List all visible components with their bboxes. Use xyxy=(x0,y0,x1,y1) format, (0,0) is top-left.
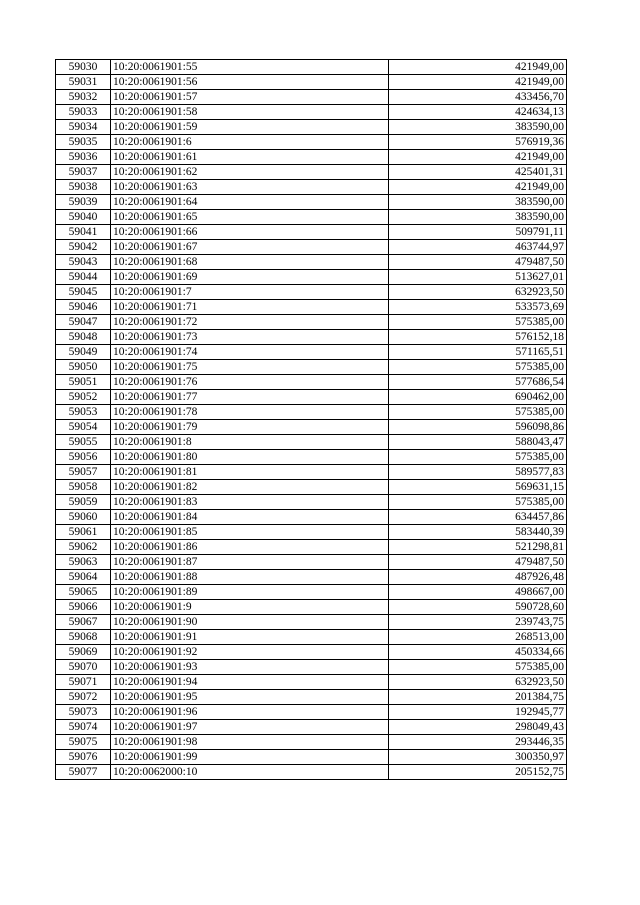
row-number-cell: 59041 xyxy=(56,225,111,240)
row-number-cell: 59043 xyxy=(56,255,111,270)
row-number-cell: 59073 xyxy=(56,705,111,720)
cadastral-number-cell: 10:20:0061901:58 xyxy=(111,105,389,120)
table-row xyxy=(56,150,567,165)
table-row xyxy=(56,615,567,630)
cadastral-number-cell: 10:20:0061901:6 xyxy=(111,135,389,150)
cadastral-value-cell: 575385,00 xyxy=(389,405,567,420)
cadastral-value-cell: 421949,00 xyxy=(389,150,567,165)
row-number-cell: 59032 xyxy=(56,90,111,105)
row-number-cell: 59035 xyxy=(56,135,111,150)
table-row xyxy=(56,60,567,75)
table-row xyxy=(56,165,567,180)
cadastral-number-cell: 10:20:0061901:86 xyxy=(111,540,389,555)
cadastral-number-cell: 10:20:0061901:93 xyxy=(111,660,389,675)
cadastral-number-cell: 10:20:0061901:68 xyxy=(111,255,389,270)
cadastral-number-cell: 10:20:0061901:59 xyxy=(111,120,389,135)
cadastral-number-cell: 10:20:0061901:99 xyxy=(111,750,389,765)
cadastral-value-cell: 575385,00 xyxy=(389,660,567,675)
cadastral-number-cell: 10:20:0061901:63 xyxy=(111,180,389,195)
cadastral-value-table xyxy=(55,59,567,780)
table-row xyxy=(56,570,567,585)
table-row xyxy=(56,120,567,135)
cadastral-number-cell: 10:20:0061901:78 xyxy=(111,405,389,420)
cadastral-number-cell: 10:20:0061901:65 xyxy=(111,210,389,225)
row-number-cell: 59058 xyxy=(56,480,111,495)
cadastral-number-cell: 10:20:0061901:7 xyxy=(111,285,389,300)
row-number-cell: 59031 xyxy=(56,75,111,90)
table-row xyxy=(56,480,567,495)
cadastral-number-cell: 10:20:0061901:73 xyxy=(111,330,389,345)
table-row xyxy=(56,240,567,255)
table-row xyxy=(56,765,567,780)
row-number-cell: 59057 xyxy=(56,465,111,480)
row-number-cell: 59045 xyxy=(56,285,111,300)
table-row xyxy=(56,180,567,195)
table-row xyxy=(56,300,567,315)
table-row xyxy=(56,345,567,360)
cadastral-number-cell: 10:20:0061901:84 xyxy=(111,510,389,525)
cadastral-value-cell: 487926,48 xyxy=(389,570,567,585)
cadastral-value-cell: 596098,86 xyxy=(389,420,567,435)
table-row xyxy=(56,525,567,540)
cadastral-value-cell: 383590,00 xyxy=(389,120,567,135)
cadastral-number-cell: 10:20:0061901:8 xyxy=(111,435,389,450)
cadastral-value-cell: 690462,00 xyxy=(389,390,567,405)
cadastral-number-cell: 10:20:0061901:95 xyxy=(111,690,389,705)
table-row xyxy=(56,405,567,420)
row-number-cell: 59066 xyxy=(56,600,111,615)
cadastral-value-cell: 590728,60 xyxy=(389,600,567,615)
table-row xyxy=(56,585,567,600)
table-row xyxy=(56,465,567,480)
cadastral-value-cell: 576919,36 xyxy=(389,135,567,150)
cadastral-value-cell: 268513,00 xyxy=(389,630,567,645)
cadastral-number-cell: 10:20:0061901:57 xyxy=(111,90,389,105)
cadastral-value-cell: 479487,50 xyxy=(389,555,567,570)
table-row xyxy=(56,285,567,300)
cadastral-value-cell: 424634,13 xyxy=(389,105,567,120)
row-number-cell: 59062 xyxy=(56,540,111,555)
row-number-cell: 59046 xyxy=(56,300,111,315)
cadastral-value-cell: 589577,83 xyxy=(389,465,567,480)
table-row xyxy=(56,600,567,615)
cadastral-number-cell: 10:20:0061901:80 xyxy=(111,450,389,465)
row-number-cell: 59039 xyxy=(56,195,111,210)
cadastral-number-cell: 10:20:0061901:96 xyxy=(111,705,389,720)
cadastral-number-cell: 10:20:0061901:76 xyxy=(111,375,389,390)
table-row xyxy=(56,555,567,570)
row-number-cell: 59074 xyxy=(56,720,111,735)
row-number-cell: 59034 xyxy=(56,120,111,135)
cadastral-number-cell: 10:20:0061901:55 xyxy=(111,60,389,75)
table-row xyxy=(56,450,567,465)
cadastral-value-cell: 298049,43 xyxy=(389,720,567,735)
cadastral-number-cell: 10:20:0061901:61 xyxy=(111,150,389,165)
table-row xyxy=(56,90,567,105)
table-row xyxy=(56,375,567,390)
table-row xyxy=(56,675,567,690)
table-row xyxy=(56,705,567,720)
row-number-cell: 59061 xyxy=(56,525,111,540)
cadastral-value-cell: 513627,01 xyxy=(389,270,567,285)
row-number-cell: 59068 xyxy=(56,630,111,645)
row-number-cell: 59077 xyxy=(56,765,111,780)
cadastral-number-cell: 10:20:0061901:90 xyxy=(111,615,389,630)
table-row xyxy=(56,255,567,270)
cadastral-value-cell: 201384,75 xyxy=(389,690,567,705)
cadastral-number-cell: 10:20:0061901:66 xyxy=(111,225,389,240)
row-number-cell: 59044 xyxy=(56,270,111,285)
row-number-cell: 59055 xyxy=(56,435,111,450)
cadastral-value-cell: 300350,97 xyxy=(389,750,567,765)
cadastral-value-cell: 239743,75 xyxy=(389,615,567,630)
row-number-cell: 59050 xyxy=(56,360,111,375)
cadastral-value-cell: 425401,31 xyxy=(389,165,567,180)
cadastral-value-cell: 575385,00 xyxy=(389,495,567,510)
row-number-cell: 59070 xyxy=(56,660,111,675)
row-number-cell: 59051 xyxy=(56,375,111,390)
table-row xyxy=(56,735,567,750)
cadastral-number-cell: 10:20:0061901:77 xyxy=(111,390,389,405)
cadastral-number-cell: 10:20:0061901:92 xyxy=(111,645,389,660)
cadastral-value-cell: 421949,00 xyxy=(389,60,567,75)
cadastral-number-cell: 10:20:0061901:72 xyxy=(111,315,389,330)
cadastral-value-cell: 463744,97 xyxy=(389,240,567,255)
cadastral-number-cell: 10:20:0061901:89 xyxy=(111,585,389,600)
cadastral-value-cell: 571165,51 xyxy=(389,345,567,360)
table-row xyxy=(56,390,567,405)
cadastral-number-cell: 10:20:0061901:64 xyxy=(111,195,389,210)
table-row xyxy=(56,135,567,150)
cadastral-value-cell: 576152,18 xyxy=(389,330,567,345)
table-row xyxy=(56,420,567,435)
table-row xyxy=(56,360,567,375)
table-row xyxy=(56,330,567,345)
table-row xyxy=(56,105,567,120)
cadastral-value-cell: 575385,00 xyxy=(389,360,567,375)
cadastral-number-cell: 10:20:0061901:62 xyxy=(111,165,389,180)
row-number-cell: 59053 xyxy=(56,405,111,420)
cadastral-value-cell: 509791,11 xyxy=(389,225,567,240)
cadastral-value-cell: 498667,00 xyxy=(389,585,567,600)
table-row xyxy=(56,210,567,225)
row-number-cell: 59071 xyxy=(56,675,111,690)
cadastral-value-cell: 383590,00 xyxy=(389,195,567,210)
cadastral-value-cell: 205152,75 xyxy=(389,765,567,780)
cadastral-value-cell: 479487,50 xyxy=(389,255,567,270)
row-number-cell: 59038 xyxy=(56,180,111,195)
table-row xyxy=(56,660,567,675)
row-number-cell: 59048 xyxy=(56,330,111,345)
row-number-cell: 59030 xyxy=(56,60,111,75)
table-row xyxy=(56,495,567,510)
row-number-cell: 59076 xyxy=(56,750,111,765)
cadastral-value-cell: 577686,54 xyxy=(389,375,567,390)
row-number-cell: 59040 xyxy=(56,210,111,225)
cadastral-number-cell: 10:20:0061901:85 xyxy=(111,525,389,540)
cadastral-number-cell: 10:20:0061901:82 xyxy=(111,480,389,495)
cadastral-number-cell: 10:20:0061901:94 xyxy=(111,675,389,690)
row-number-cell: 59054 xyxy=(56,420,111,435)
table-row xyxy=(56,630,567,645)
cadastral-number-cell: 10:20:0062000:10 xyxy=(111,765,389,780)
table-row xyxy=(56,540,567,555)
cadastral-number-cell: 10:20:0061901:97 xyxy=(111,720,389,735)
row-number-cell: 59069 xyxy=(56,645,111,660)
table-row xyxy=(56,750,567,765)
cadastral-value-cell: 575385,00 xyxy=(389,315,567,330)
cadastral-value-cell: 421949,00 xyxy=(389,75,567,90)
cadastral-value-cell: 569631,15 xyxy=(389,480,567,495)
row-number-cell: 59042 xyxy=(56,240,111,255)
cadastral-value-cell: 533573,69 xyxy=(389,300,567,315)
table-body xyxy=(56,60,567,780)
row-number-cell: 59064 xyxy=(56,570,111,585)
row-number-cell: 59036 xyxy=(56,150,111,165)
cadastral-value-cell: 421949,00 xyxy=(389,180,567,195)
cadastral-value-cell: 433456,70 xyxy=(389,90,567,105)
cadastral-number-cell: 10:20:0061901:88 xyxy=(111,570,389,585)
table-row xyxy=(56,75,567,90)
cadastral-value-cell: 632923,50 xyxy=(389,285,567,300)
cadastral-value-cell: 383590,00 xyxy=(389,210,567,225)
cadastral-value-cell: 192945,77 xyxy=(389,705,567,720)
cadastral-value-cell: 293446,35 xyxy=(389,735,567,750)
cadastral-value-cell: 575385,00 xyxy=(389,450,567,465)
row-number-cell: 59052 xyxy=(56,390,111,405)
cadastral-number-cell: 10:20:0061901:87 xyxy=(111,555,389,570)
cadastral-value-cell: 583440,39 xyxy=(389,525,567,540)
table-row xyxy=(56,720,567,735)
cadastral-value-cell: 632923,50 xyxy=(389,675,567,690)
row-number-cell: 59075 xyxy=(56,735,111,750)
cadastral-number-cell: 10:20:0061901:83 xyxy=(111,495,389,510)
table-row xyxy=(56,510,567,525)
cadastral-value-cell: 634457,86 xyxy=(389,510,567,525)
cadastral-number-cell: 10:20:0061901:74 xyxy=(111,345,389,360)
cadastral-number-cell: 10:20:0061901:81 xyxy=(111,465,389,480)
cadastral-number-cell: 10:20:0061901:98 xyxy=(111,735,389,750)
table-row xyxy=(56,225,567,240)
table-row xyxy=(56,195,567,210)
row-number-cell: 59049 xyxy=(56,345,111,360)
table-row xyxy=(56,690,567,705)
row-number-cell: 59072 xyxy=(56,690,111,705)
row-number-cell: 59065 xyxy=(56,585,111,600)
cadastral-number-cell: 10:20:0061901:75 xyxy=(111,360,389,375)
cadastral-value-cell: 521298,81 xyxy=(389,540,567,555)
cadastral-number-cell: 10:20:0061901:67 xyxy=(111,240,389,255)
row-number-cell: 59067 xyxy=(56,615,111,630)
cadastral-number-cell: 10:20:0061901:9 xyxy=(111,600,389,615)
row-number-cell: 59059 xyxy=(56,495,111,510)
cadastral-number-cell: 10:20:0061901:79 xyxy=(111,420,389,435)
table-row xyxy=(56,645,567,660)
cadastral-number-cell: 10:20:0061901:71 xyxy=(111,300,389,315)
cadastral-value-cell: 450334,66 xyxy=(389,645,567,660)
row-number-cell: 59063 xyxy=(56,555,111,570)
table-row xyxy=(56,435,567,450)
cadastral-number-cell: 10:20:0061901:91 xyxy=(111,630,389,645)
table-row xyxy=(56,270,567,285)
row-number-cell: 59037 xyxy=(56,165,111,180)
cadastral-value-cell: 588043,47 xyxy=(389,435,567,450)
table-row xyxy=(56,315,567,330)
row-number-cell: 59060 xyxy=(56,510,111,525)
row-number-cell: 59047 xyxy=(56,315,111,330)
row-number-cell: 59056 xyxy=(56,450,111,465)
cadastral-number-cell: 10:20:0061901:69 xyxy=(111,270,389,285)
row-number-cell: 59033 xyxy=(56,105,111,120)
cadastral-number-cell: 10:20:0061901:56 xyxy=(111,75,389,90)
